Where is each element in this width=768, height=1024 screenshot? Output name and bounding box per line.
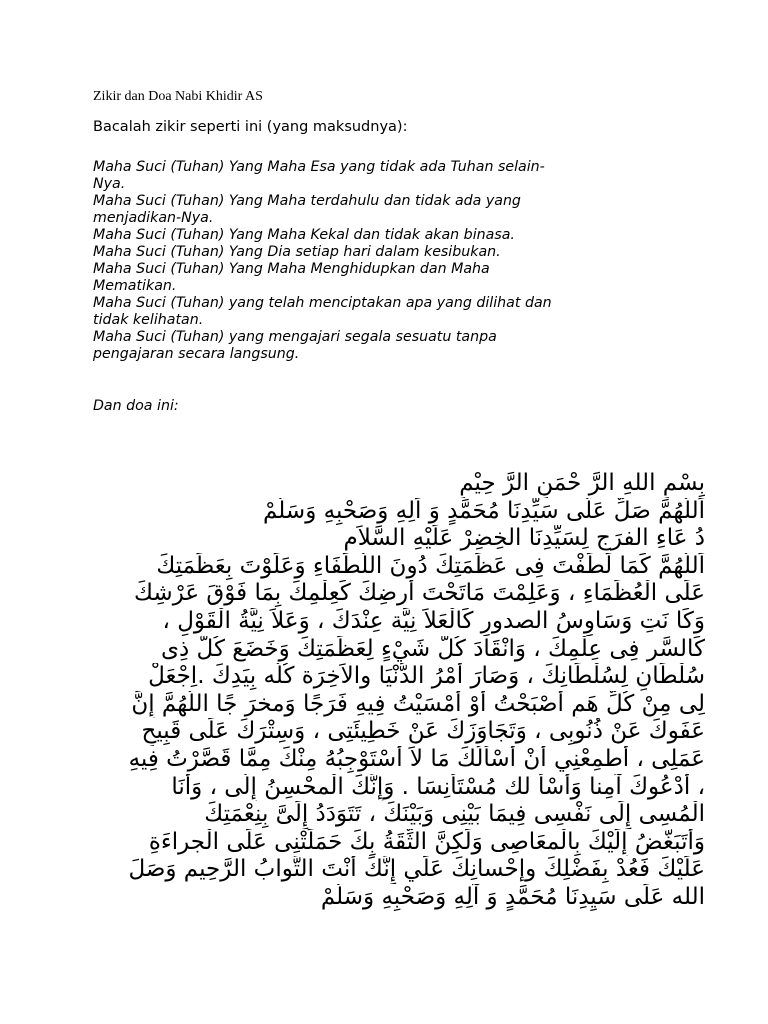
arabic-line: لِى مِنْ كُلِّ هَمٍ أَصْبَحْتُ أَوْ أَمْسَيْتُ فِيهِ فَرَجًا وَمخرَ جًا اللَّهُمَّ إِنَّ	[131, 690, 705, 717]
zikir-line: Maha Suci (Tuhan) Yang Maha terdahulu dan tidak ada yang	[93, 193, 521, 209]
document-title: Zikir dan Doa Nabi Khidir AS	[93, 89, 263, 104]
arabic-line: سُلْطَانٍ لِسُلْطَانِكَ ، وَصَارَ أَمْرُ الدُّنْيَا والاَخِرَة كُلُّه بِيَدِكَ .اِجْعَلْ	[148, 663, 705, 690]
arabic-line: عَمَلِى ، أَطمِعْنِي أَنْ أَسْأَلُكَ مَا لاَ أَسْتَوْجِبُهُ مِنْكَ مِمَّا قَصَّرْتُ فِيهِ	[128, 745, 705, 772]
arabic-line: وَكَا نَتِ وَسَاوِسُ الصدورِ كَالْعَلاَ نِيَّة عِنْدَكَ ، وَعَلاَ نِيَّةُ الْقَوْلِ ،	[162, 607, 705, 634]
zikir-line: Maha Suci (Tuhan) yang telah menciptakan apa yang dilihat dan	[93, 295, 552, 311]
arabic-line: كَالسَّر فِى عِلْمِكَ ، وَانْقَادَ كُلُّ شَيْءٍ لِعَظَمَتِكَ وَخَضَعَ كُلُّ ذِى	[160, 635, 705, 662]
zikir-line: Maha Suci (Tuhan) yang mengajari segala sesuatu tanpa	[93, 329, 497, 345]
arabic-line: عَفَوكَ عَنْ ذُنُوبِى ، وَتَجَاوَزَكَ عَنْ خَطِيئَتِى ، وَسِتْرَكَ عَلَى قَبِيحِ	[141, 718, 705, 745]
intro-text: Bacalah zikir seperti ini (yang maksudnya):	[93, 119, 408, 135]
arabic-line: دُ عَاءِ الفرَجِ لِسَيِّدِنَا الخِضِرْ عَلَيْهِ السَّلاَم	[343, 525, 705, 552]
arabic-line: ، أَدْعُوكَ آمِنا وَأسْأَ لك مُسْتَأنِسَا . وَإِنَّكَ الْمحْسِنُ إِلَّى ، وَأَنَا	[171, 773, 705, 800]
zikir-line: menjadikan-Nya.	[93, 210, 214, 226]
zikir-line: pengajaran secara langsung.	[93, 346, 300, 362]
arabic-line: اَللَّهُمَّ كَمَا لَطَفْتَ فِى عَظَمَتِكَ دُونَ اللُّطَفَاءِ وَعَلَوْتَ بِعَظَمَتِكَ	[156, 552, 705, 579]
zikir-line: Mematikan.	[93, 278, 177, 294]
arabic-line: بِسْمِ اللهِ الرَّ حْمَنِ الرَّ حِيْمِ	[459, 470, 705, 496]
zikir-line: Maha Suci (Tuhan) Yang Dia setiap hari dalam kesibukan.	[93, 244, 501, 260]
zikir-line: Maha Suci (Tuhan) Yang Maha Kekal dan tidak akan binasa.	[93, 227, 515, 243]
arabic-line: وَأَتَبَغَّضُ إِلَيْكَ بِالْمعَاصِى وَلَكِنَّ الثِّقَةُ بِكَ حَمَلَتْنِى عَلَى الْجراءَةِ	[148, 828, 705, 855]
zikir-line: tidak kelihatan.	[93, 312, 204, 328]
zikir-line: Maha Suci (Tuhan) Yang Maha Menghidupkan dan Maha	[93, 261, 490, 277]
arabic-line: عَلَيْكَ فَعُدْ بِفَضْلِكَ وإحْسانِكَ عَلَي إِنَّكَ أَنْتَ التَّوابُ الرَّحِيم وَصَلَ	[128, 856, 705, 883]
arabic-line: الله عَلَى سَيِدِنَا مُحَمَّدٍ وَ آلِهِ وَصَحْبِهِ وَسَلَّمْ	[320, 883, 705, 910]
doa-label: Dan doa ini:	[93, 398, 179, 414]
zikir-line: Maha Suci (Tuhan) Yang Maha Esa yang tidak ada Tuhan selain-	[93, 159, 545, 175]
arabic-line: عَلَى الْعُظَمَاءِ ، وَعَلِمْتَ مَاتَحْتَ أَرضِكَ كَعِلْمِكَ بِمَا فَوْقَ عَرْشِكَ	[134, 580, 705, 607]
zikir-list	[93, 159, 668, 363]
arabic-line: اَللَّهُمَّ صَلِّ عَلَّى سَيِّدِنَا مُحَمَّدٍ وَ اَلِهِ وَصَحْبِهِ وَسَلَّمْ	[263, 497, 705, 524]
arabic-doa-text	[85, 470, 705, 912]
arabic-line: الْمُسِى إِلَى نَفْسِى فِيمَا بَيْنِى وَبَيْنَكَ ، تَتَوَدَدُ إِلَىَّ بِنِعْمَتِكَ	[204, 801, 705, 828]
zikir-line: Nya.	[93, 176, 126, 192]
